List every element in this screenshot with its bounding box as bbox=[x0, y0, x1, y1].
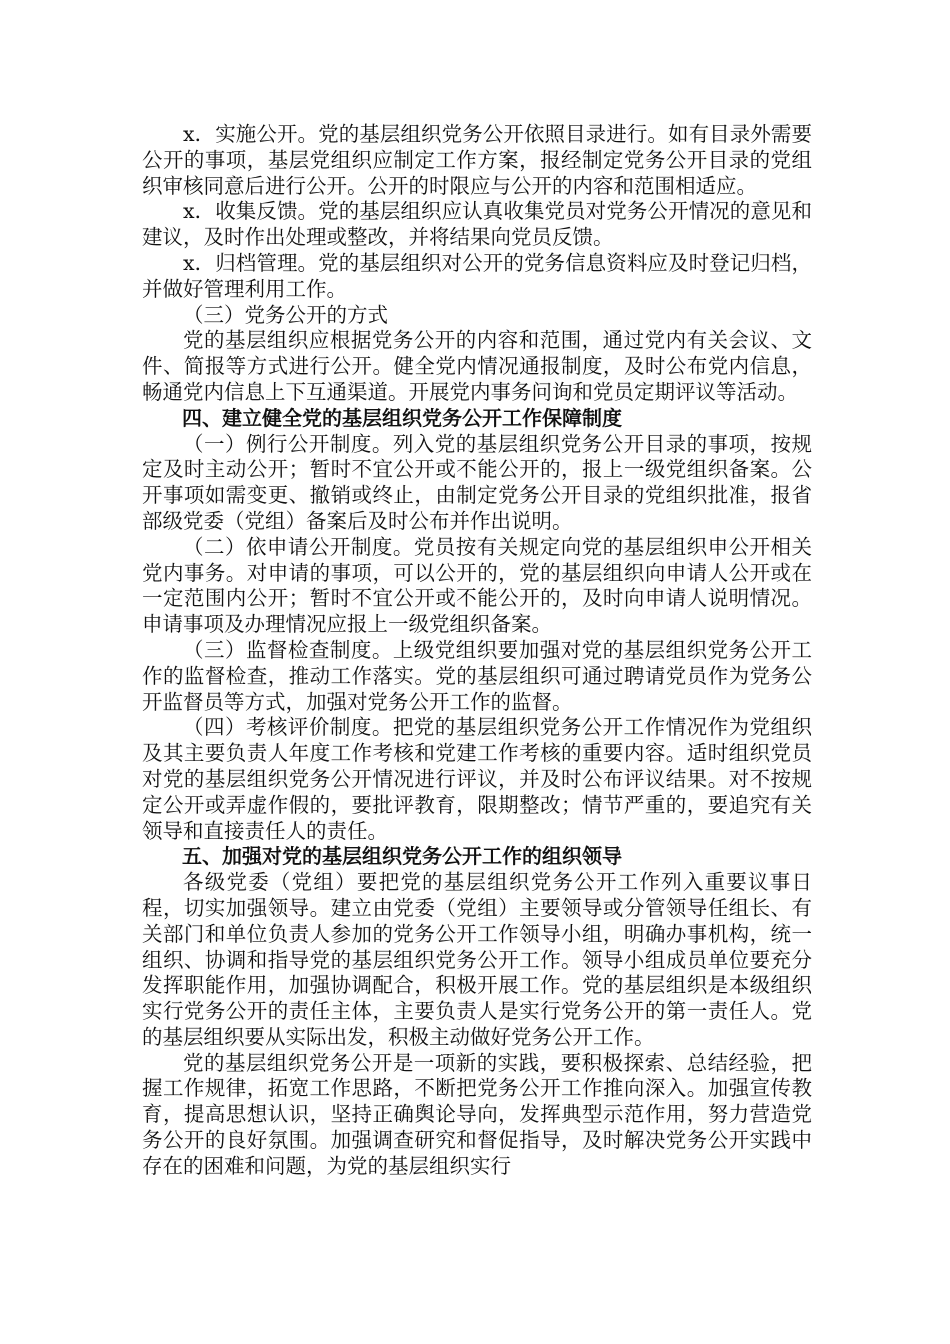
section-heading-5: 五、加强对党的基层组织党务公开工作的组织领导 bbox=[182, 844, 622, 869]
paragraph-routine-disclosure: （一）例行公开制度。列入党的基层组织党务公开目录的事项，按规定及时主动公开；暂时不宜公开或不能公开的，报上一级党组织备案。公开事项如需变更、撤销或终止，由制定党务公开目录的党组织批准，报省部级党委（党组）备案后及时公布并作出说明。 bbox=[142, 431, 812, 533]
paragraph-supervision: （三）监督检查制度。上级党组织要加强对党的基层组织党务公开工作的监督检查，推动工作落实。党的基层组织可通过聘请党员作为党务公开监督员等方式，加强对党务公开工作的监督。 bbox=[142, 637, 812, 714]
paragraph-evaluation: （四）考核评价制度。把党的基层组织党务公开工作情况作为党组织及其主要负责人年度工作考核和党建工作考核的重要内容。适时组织党员对党的基层组织党务公开情况进行评议，并及时公布评议结果。对不按规定公开或弄虚作假的，要批评教育，限期整改；情节严重的，要追究有关领导和直接责任人的责任。 bbox=[142, 715, 812, 843]
section-heading-4: 四、建立健全党的基层组织党务公开工作保障制度 bbox=[182, 405, 622, 430]
document-body bbox=[142, 122, 812, 1180]
subheading-disclosure-methods: （三）党务公开的方式 bbox=[183, 302, 388, 327]
paragraph-archive-management: x．归档管理。党的基层组织对公开的党务信息资料应及时登记归档，并做好管理利用工作。 bbox=[142, 250, 812, 301]
paragraph-application-disclosure: （二）依申请公开制度。党员按有关规定向党的基层组织申公开相关党内事务。对申请的事项，可以公开的，党的基层组织向申请人公开或在一定范围内公开；暂时不宜公开或不能公开的，及时向申请人说明情况。申请事项及办理情况应报上一级党组织备案。 bbox=[142, 534, 812, 637]
paragraph-leadership: 各级党委（党组）要把党的基层组织党务公开工作列入重要议事日程，切实加强领导。建立由党委（党组）主要领导或分管领导任组长、有关部门和单位负责人参加的党务公开工作领导小组，明确办事机构，统一组织、协调和指导党的基层组织党务公开工作。领导小组成员单位要充分发挥职能作用，加强协调配合，积极开展工作。党的基层组织是本级组织实行党务公开的责任主体，主要负责人是实行党务公开的第一责任人。党的基层组织要从实际出发，积极主动做好党务公开工作。 bbox=[142, 870, 812, 1049]
paragraph-disclosure-methods: 党的基层组织应根据党务公开的内容和范围，通过党内有关会议、文件、简报等方式进行公开。健全党内情况通报制度，及时公布党内信息，畅通党内信息上下互通渠道。开展党内事务问询和党员定期评议等活动。 bbox=[142, 328, 812, 404]
paragraph-collect-feedback: x．收集反馈。党的基层组织应认真收集党员对党务公开情况的意见和建议，及时作出处理或整改，并将结果向党员反馈。 bbox=[142, 199, 812, 250]
paragraph-implement-disclosure: x．实施公开。党的基层组织党务公开依照目录进行。如有目录外需要公开的事项，基层党组织应制定工作方案，报经制定党务公开目录的党组织审核同意后进行公开。公开的时限应与公开的内容和范围相适应。 bbox=[142, 122, 812, 198]
paragraph-practice: 党的基层组织党务公开是一项新的实践，要积极探索、总结经验，把握工作规律，拓宽工作思路，不断把党务公开工作推向深入。加强宣传教育，提高思想认识，坚持正确舆论导向，发挥典型示范作用，努力营造党务公开的良好氛围。加强调查研究和督促指导，及时解决党务公开实践中存在的困难和问题，为党的基层组织实行 bbox=[142, 1050, 812, 1178]
